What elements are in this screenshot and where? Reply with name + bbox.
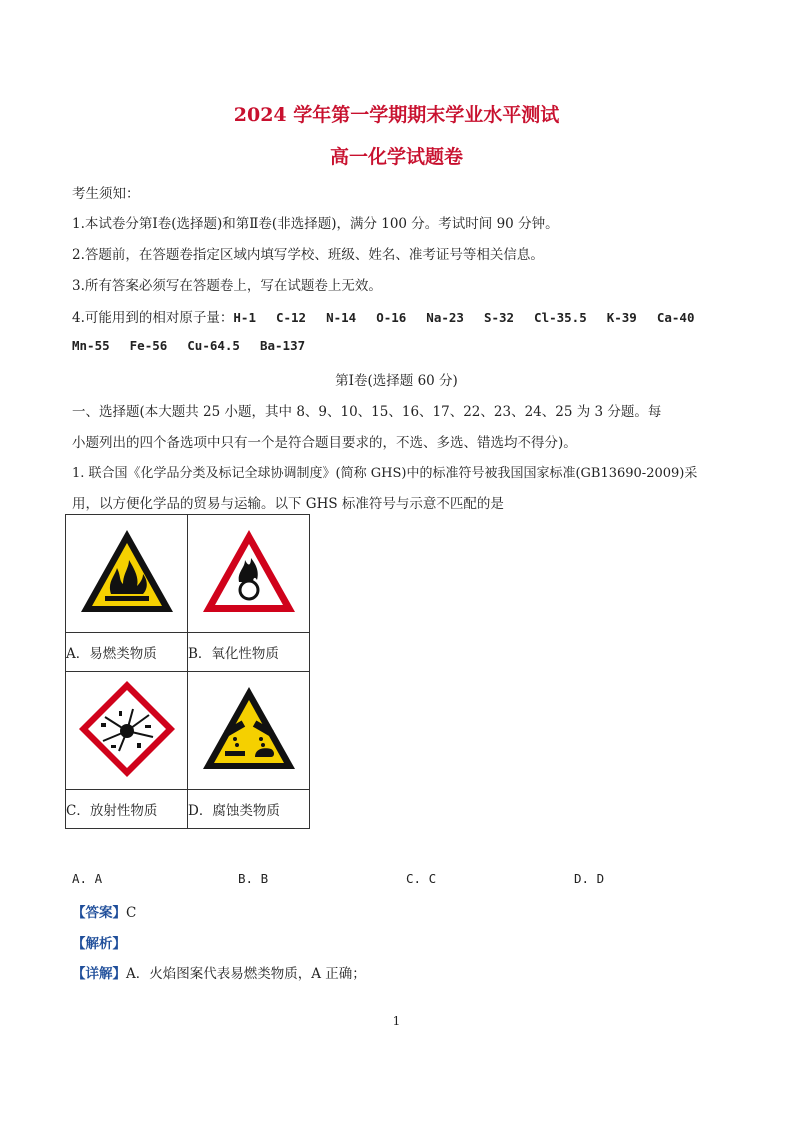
notice-heading: 考生须知： (72, 186, 140, 202)
answer-tag: 【答案】 (72, 905, 126, 921)
analysis-line (72, 932, 126, 952)
ghs-label-d: D．腐蚀类物质 (188, 790, 310, 829)
ghs-cell-c (66, 672, 188, 790)
part1-title: 第Ⅰ卷(选择题 60 分) (335, 373, 458, 389)
option-a[interactable]: A. A (72, 871, 103, 886)
ghs-label-c: C．放射性物质 (66, 790, 188, 829)
ghs-label-a: A．易燃类物质 (66, 633, 188, 672)
corrosive-icon (199, 681, 299, 777)
option-b[interactable]: B. B (238, 871, 269, 886)
notice-item-4 (72, 306, 694, 326)
question1-line2: 用，以方便化学品的贸易与运输。以下 GHS 标准符号与示意不匹配的是 (72, 496, 504, 512)
ghs-cell-b (188, 515, 310, 633)
answer-value: C (126, 905, 137, 921)
element-list-line2: Mn-55 Fe-56 Cu-64.5 Ba-137 (72, 338, 306, 353)
ghs-symbol-table (65, 514, 310, 829)
notice-item-2: 2.答题前，在答题卷指定区域内填写学校、班级、姓名、准考证号等相关信息。 (72, 247, 544, 263)
detail-tag: 【详解】 (72, 966, 126, 982)
analysis-tag: 【解析】 (72, 936, 126, 952)
flammable-icon (77, 524, 177, 620)
explosive-icon (75, 677, 179, 781)
exam-title: 2024 学年第一学期期末学业水平测试 (233, 104, 560, 126)
notice-item-4-prefix: 4.可能用到的相对原子量： (72, 310, 234, 326)
element-list-line1: H-1 C-12 N-14 O-16 Na-23 S-32 Cl-35.5 K-39 Ca-40 (233, 310, 695, 325)
page-number: 1 (392, 1014, 401, 1028)
notice-item-3: 3.所有答案必须写在答题卷上，写在试题卷上无效。 (72, 278, 382, 294)
notice-item-1: 1.本试卷分第Ⅰ卷(选择题)和第Ⅱ卷(非选择题)，满分 100 分。考试时间 90 分钟。 (72, 216, 559, 232)
exam-subtitle: 高一化学试题卷 (329, 146, 463, 168)
ghs-label-b: B．氧化性物质 (188, 633, 310, 672)
section-intro-line1: 一、选择题(本大题共 25 小题，其中 8、9、10、15、16、17、22、23、24、25 为 3 分题。每 (72, 404, 662, 420)
option-d[interactable]: D. D (574, 871, 605, 886)
ghs-cell-a (66, 515, 188, 633)
detail-text: A．火焰图案代表易燃类物质，A 正确； (126, 966, 366, 982)
oxidizer-icon (199, 524, 299, 620)
question1-line1: 1. 联合国《化学品分类及标记全球协调制度》(简称 GHS)中的标准符号被我国国家标准(GB13690-2009)采 (72, 466, 698, 481)
section-intro-line2: 小题列出的四个备选项中只有一个是符合题目要求的，不选、多选、错选均不得分)。 (72, 435, 577, 451)
ghs-cell-d (188, 672, 310, 790)
answer-line (72, 901, 136, 921)
detail-line (72, 962, 366, 982)
option-c[interactable]: C. C (406, 871, 437, 886)
